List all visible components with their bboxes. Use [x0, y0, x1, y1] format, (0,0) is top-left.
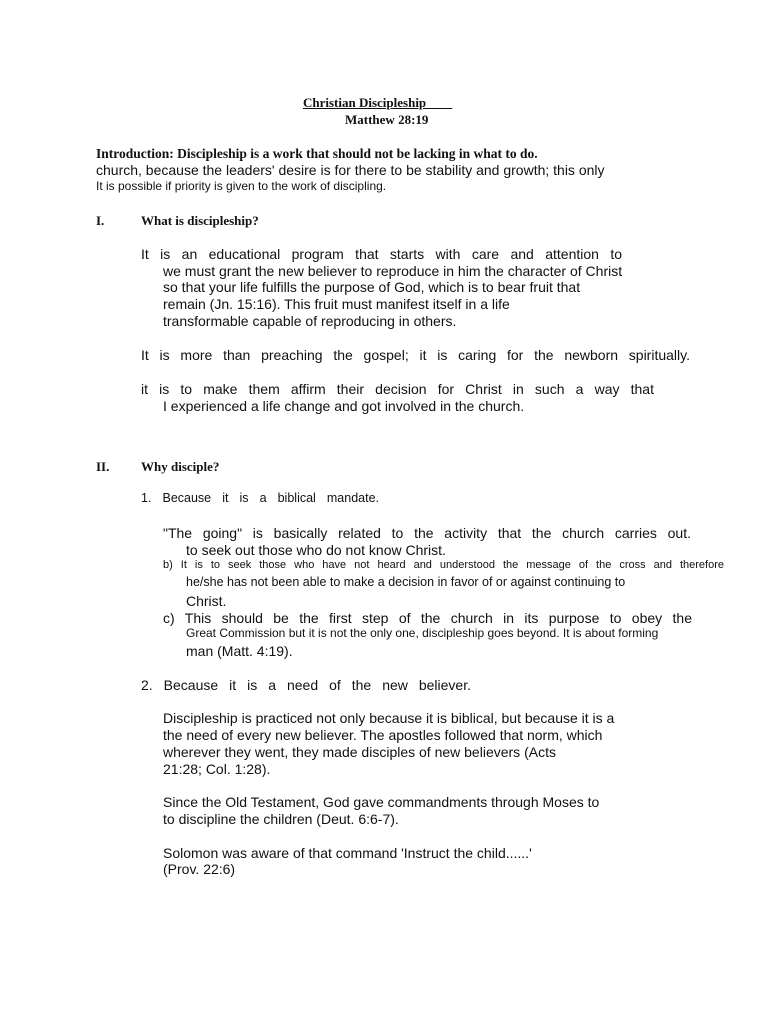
paragraph-line: "The going" is basically related to the activity that the church carries out. — [163, 525, 691, 541]
paragraph-line: 21:28; Col. 1:28). — [163, 761, 271, 777]
section-numeral: I. — [96, 213, 105, 228]
paragraph-line: b) It is to seek those who have not heard and understood the message of the cross and therefore — [163, 559, 724, 571]
paragraph-line: transformable capable of reproducing in others. — [163, 313, 457, 329]
paragraph-line: Great Commission but it is not the only one, discipleship goes beyond. It is about forming — [186, 626, 659, 640]
section-heading: Why disciple? — [141, 459, 220, 474]
paragraph-line: the need of every new believer. The apostles followed that norm, which — [163, 727, 603, 743]
title-underscore: ____ — [426, 95, 453, 110]
intro-line: church, because the leaders' desire is for there to be stability and growth; this only — [96, 162, 605, 178]
intro-heading: Introduction: Discipleship is a work that should not be lacking in what to do. — [96, 146, 538, 161]
intro-line: It is possible if priority is given to the work of discipling. — [96, 179, 387, 193]
paragraph-line: so that your life fulfills the purpose of God, which is to bear fruit that — [163, 279, 581, 295]
paragraph-line: he/she has not been able to make a decision in favor of or against continuing to — [186, 575, 626, 589]
section-heading: What is discipleship? — [141, 213, 259, 228]
list-item-label: 1. Because it is a biblical mandate. — [141, 491, 379, 505]
paragraph-line: we must grant the new believer to reproduce in him the character of Christ — [163, 263, 623, 279]
paragraph-line: It is more than preaching the gospel; it is caring for the newborn spiritually. — [141, 347, 690, 363]
title-text: Christian Discipleship — [303, 95, 427, 110]
scripture-reference: Matthew 28:19 — [345, 112, 429, 127]
list-item-label: 2. Because it is a need of the new believer. — [141, 677, 471, 693]
paragraph-line: to discipline the children (Deut. 6:6-7). — [163, 811, 399, 827]
page-title — [303, 96, 452, 109]
paragraph-line: Solomon was aware of that command 'Instruct the child......' — [163, 845, 532, 861]
paragraph-line: Discipleship is practiced not only because it is biblical, but because it is a — [163, 710, 615, 726]
paragraph-line: it is to make them affirm their decision for Christ in such a way that — [141, 381, 654, 397]
paragraph-line: Since the Old Testament, God gave commandments through Moses to — [163, 794, 600, 810]
paragraph-line: to seek out those who do not know Christ. — [186, 542, 446, 558]
paragraph-line: (Prov. 22:6) — [163, 861, 236, 877]
paragraph-line: wherever they went, they made disciples of new believers (Acts — [163, 744, 556, 760]
paragraph-line: I experienced a life change and got involved in the church. — [163, 398, 525, 414]
paragraph-line: It is an educational program that starts with care and attention to — [141, 246, 622, 262]
section-numeral: II. — [96, 459, 110, 474]
paragraph-line: man (Matt. 4:19). — [186, 643, 293, 659]
paragraph-line: c) This should be the first step of the church in its purpose to obey the — [163, 610, 692, 626]
paragraph-line: remain (Jn. 15:16). This fruit must manifest itself in a life — [163, 296, 510, 312]
paragraph-line: Christ. — [186, 593, 227, 609]
